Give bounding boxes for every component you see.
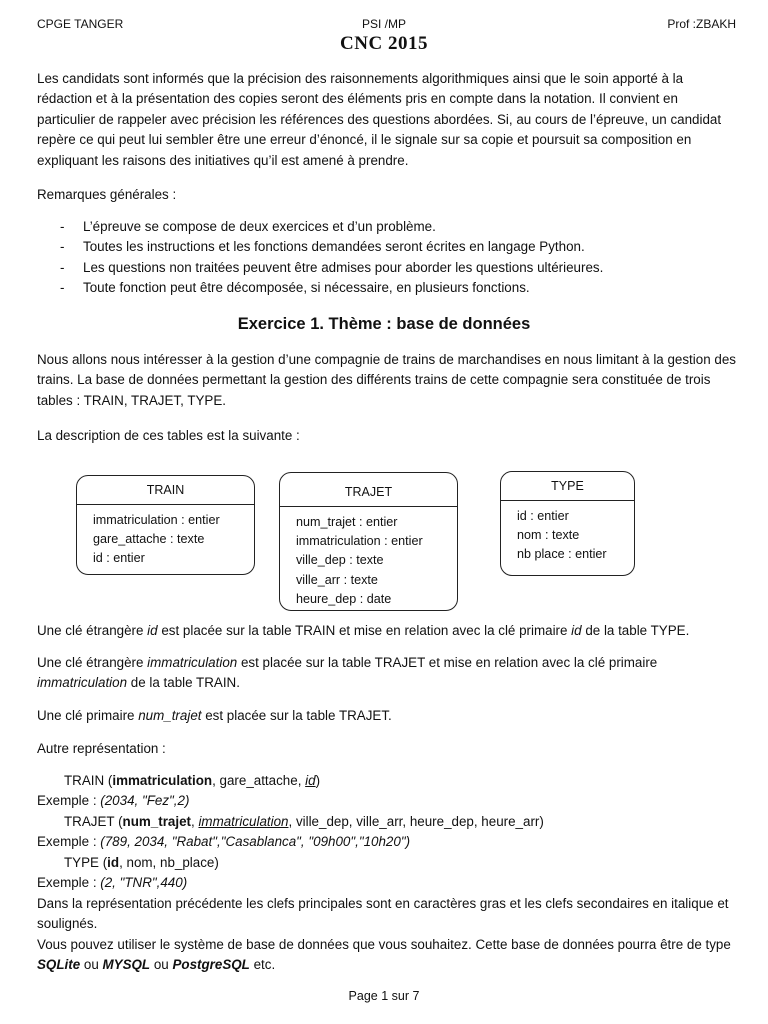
table-box-trajet xyxy=(279,472,458,611)
foreign-key-1: Une clé étrangère id est placée sur la table TRAIN et mise en relation avec la clé primaire id de la table TYPE. xyxy=(37,623,690,638)
other-representation-title: Autre représentation : xyxy=(37,741,166,756)
repr-trajet: TRAJET (num_trajet, immatriculation, ville_dep, ville_arr, heure_dep, heure_arr) xyxy=(64,814,544,829)
table-field: nom : texte xyxy=(517,528,580,543)
foreign-key-2: Une clé étrangère immatriculation est placée sur la table TRAJET et mise en relation avec la clé primaire immatriculation de la table TRAIN. xyxy=(37,655,658,691)
closing-paragraph-1: Dans la représentation précédente les clefs principales sont en caractères gras et les clefs secondaires en italique et soulignés. xyxy=(37,896,729,932)
table-name: TRAIN xyxy=(77,476,254,505)
description-line: La description de ces tables est la suivante : xyxy=(37,428,300,443)
primary-key: Une clé primaire num_trajet est placée sur la table TRAJET. xyxy=(37,708,392,723)
repr-type-example: Exemple : (2, "TNR",440) xyxy=(37,875,188,890)
table-field: immatriculation : entier xyxy=(93,513,220,527)
remarks-title: Remarques générales : xyxy=(37,187,177,202)
table-box-type xyxy=(500,471,635,576)
table-field: id : entier xyxy=(93,551,145,566)
table-field: num_trajet : entier xyxy=(296,515,398,529)
header-left: CPGE TANGER xyxy=(37,17,124,31)
table-field: ville_arr : texte xyxy=(296,572,378,587)
header-center: PSI /MP xyxy=(361,17,406,31)
page-footer: Page 1 sur 7 xyxy=(348,989,420,1003)
remark-item: - Les questions non traitées peuvent être admises pour aborder les questions ultérieures. xyxy=(60,258,740,278)
repr-type: TYPE (id, nom, nb_place) xyxy=(64,855,219,870)
page-title: CNC 2015 xyxy=(340,33,428,54)
exercise-intro: Nous allons nous intéresser à la gestion d’une compagnie de trains de marchandises en nous limitant à la gestion des trains. La base de données permettant la gestion des différents trains de cette compagnie sera constituée de trois tables : TRAIN, TRAJET, TYPE. xyxy=(37,352,736,408)
repr-train: TRAIN (immatriculation, gare_attache, id) xyxy=(64,773,321,788)
closing-paragraph-2: Vous pouvez utiliser le système de base de données que vous souhaitez. Cette base de données pourra être de type SQLite ou MYSQL ou PostgreSQL etc. xyxy=(37,937,731,973)
intro-paragraph: Les candidats sont informés que la précision des raisonnements algorithmiques ainsi que le soin apporté à la rédaction et à la présentation des copies seront des éléments pris en compte dans la notation. Il convient en particulier de rappeler avec précision les références des questions abordées. Si, au cours de l’épreuve, un candidat repère ce qui peut lui sembler être une erreur d’énoncé, il le signale sur sa copie et poursuit sa composition en expliquant les raisons des initiatives qu’il est amené à prendre. xyxy=(37,71,722,168)
table-name: TYPE xyxy=(501,472,634,501)
table-field: id : entier xyxy=(517,509,569,523)
header-right: Prof :ZBAKH xyxy=(667,17,736,31)
table-field: ville_dep : texte xyxy=(296,553,384,568)
table-field: heure_dep : date xyxy=(296,591,392,606)
remark-item: - Toute fonction peut être décomposée, si nécessaire, en plusieurs fonctions. xyxy=(60,278,740,298)
remarks-list xyxy=(60,217,740,299)
exercise-title: Exercice 1. Thème : base de données xyxy=(237,315,531,333)
remark-item: - L’épreuve se compose de deux exercices et d’un problème. xyxy=(60,217,740,237)
remark-item: - Toutes les instructions et les fonctions demandées seront écrites en langage Python. xyxy=(60,237,740,257)
table-field: gare_attache : texte xyxy=(93,532,205,547)
repr-trajet-example: Exemple : (789, 2034, "Rabat","Casablanca", "09h00","10h20") xyxy=(37,834,411,849)
table-name: TRAJET xyxy=(280,473,457,507)
repr-train-example: Exemple : (2034, "Fez",2) xyxy=(37,793,190,808)
table-field: immatriculation : entier xyxy=(296,534,423,549)
table-field: nb place : entier xyxy=(517,547,607,562)
table-box-train xyxy=(76,475,255,575)
